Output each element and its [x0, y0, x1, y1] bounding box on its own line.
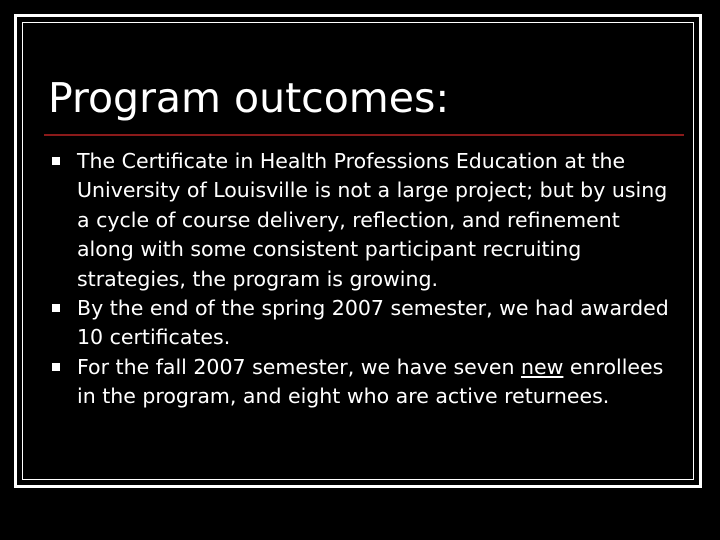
bullet-text-emphasis: new — [521, 354, 564, 379]
title-divider — [44, 134, 684, 136]
bullet-list — [50, 147, 680, 412]
slide-title: Program outcomes: — [48, 74, 450, 122]
square-bullet-icon — [52, 304, 60, 312]
square-bullet-icon — [52, 157, 60, 165]
bullet-item — [50, 294, 680, 353]
bullet-text: By the end of the spring 2007 semester, we had awarded 10 certificates. — [77, 296, 669, 350]
bullet-text-after: enrollees in the program, and eight who are active returnees. — [77, 354, 664, 409]
bullet-item — [50, 147, 680, 294]
bullet-text-before: For the fall 2007 semester, we have seven — [77, 354, 522, 379]
square-bullet-icon — [52, 363, 60, 371]
bullet-item — [50, 353, 680, 412]
bullet-text: The Certificate in Health Professions Education at the University of Louisville is not a large project; but by using a cycle of course delivery, reflection, and refinement along with some consistent participant recruiting strategies, the program is growing. — [77, 149, 668, 291]
